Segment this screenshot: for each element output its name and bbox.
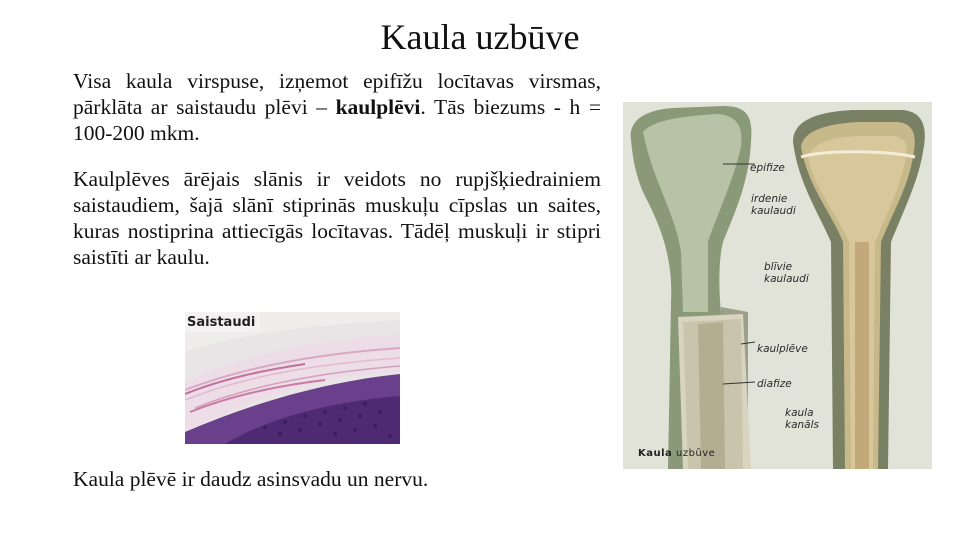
- label-irdenie-kaulaudi: kaulaudi: [751, 205, 796, 217]
- paragraph1-text: Visa kaula virspuse, izņemot epifīžu locītavas virsmas, pārklāta ar saistaudu plēvi –: [73, 69, 601, 119]
- caption-bold: Kaula: [638, 448, 673, 459]
- histology-label: Saistaudi: [187, 315, 256, 330]
- histology-image: [185, 312, 400, 444]
- page-title: [0, 16, 960, 58]
- bone-figure-caption: [638, 448, 715, 459]
- label-irdenie: irdenie: [751, 193, 788, 205]
- keyword-kaulplevi: kaulplēvi: [335, 95, 421, 119]
- label-blivie: blīvie: [764, 261, 793, 273]
- paragraph-vessels-nerves: Kaula plēvē ir daudz asinsvadu un nervu.: [73, 467, 429, 491]
- paragraph-periosteum-intro: [73, 68, 601, 146]
- label-kaula: kaula: [785, 407, 814, 419]
- bone-structure-figure: [623, 102, 932, 469]
- caption-rest: uzbūve: [675, 448, 716, 459]
- paragraph1-thickness: . Tās biezums - h = 100-200 mkm.: [73, 95, 601, 145]
- bone-illustration: [623, 102, 932, 469]
- histology-illustration: [185, 312, 400, 444]
- title-text: Kaula uzbūve: [380, 17, 580, 57]
- label-kaulpleve: kaulplēve: [757, 343, 808, 355]
- paragraph-outer-layer: Kaulplēves ārējais slānis ir veidots no rupjšķiedrainiem saistaudiem, šajā slānī stiprinās muskuļu cīpslas un saites, kuras nostiprina attiecīgās locītavas. Tādēļ muskuļi ir stipri saistīti ar kaulu.: [73, 167, 601, 269]
- label-kaula-kanals: kanāls: [785, 419, 819, 431]
- label-blivie-kaulaudi: kaulaudi: [764, 273, 809, 285]
- label-epifize: epifize: [750, 162, 785, 174]
- label-diafize: diafize: [757, 378, 792, 390]
